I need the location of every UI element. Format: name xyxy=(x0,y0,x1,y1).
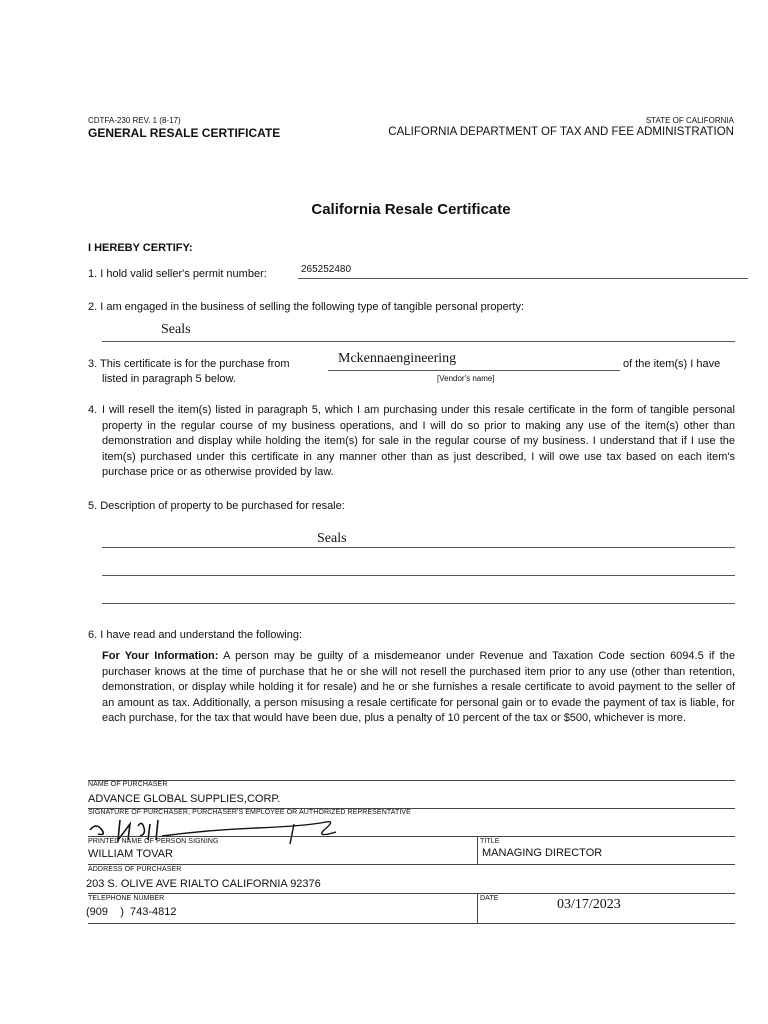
date-label: DATE xyxy=(480,895,499,902)
item5-line3 xyxy=(102,603,735,604)
item2-line xyxy=(102,341,735,342)
rule-4 xyxy=(88,864,735,865)
phone-label: TELEPHONE NUMBER xyxy=(88,895,165,902)
printed-name-label: PRINTED NAME OF PERSON SIGNING xyxy=(88,838,219,845)
property-type-field[interactable]: Seals xyxy=(161,322,191,337)
department-label: CALIFORNIA DEPARTMENT OF TAX AND FEE ADMINISTRATION xyxy=(388,126,734,138)
rule-6 xyxy=(88,923,735,924)
rule-5 xyxy=(88,893,735,894)
item5-line2 xyxy=(102,575,735,576)
item4-number: 4. xyxy=(88,404,98,416)
fyi-paragraph xyxy=(102,649,735,727)
description-field[interactable]: Seals xyxy=(317,531,347,546)
title-divider xyxy=(477,836,478,864)
item1-line xyxy=(298,278,748,279)
item3-suffix: of the item(s) I have xyxy=(623,358,721,370)
state-label: STATE OF CALIFORNIA xyxy=(645,116,734,125)
item1-text: 1. I hold valid seller's permit number: xyxy=(88,268,267,280)
item4-text: I will resell the item(s) listed in paragraph 5, which I am purchasing under this resale certificate in the form of tangible personal property in the regular course of my business operations, and I will do so prior to making any use of the item(s) other than demonstration and display while holding the item(s) for sale in the regular course of my business. I understand that if I use the item(s) purchased under this certificate in any manner other than as just described, I will owe use tax based on each item's purchase price or as otherwise provided by law. xyxy=(102,404,735,478)
fyi-body: A person may be guilty of a misdemeanor under Revenue and Taxation Code section 6094.5 if the purchaser knows at the time of purchase that he or she will not resell the purchased item prior to any use (other than retention, demonstration, or display while holding it for resale) and he or she furnishes a resale certificate to avoid payment to the seller of an amount as tax. Additionally, a person misusing a resale certificate for personal gain or to evade the payment of tax is liable, for each purchase, for the tax that would have been due, plus a penalty of 10 percent of the tax or $500, whichever is more. xyxy=(102,650,736,724)
title-label: TITLE xyxy=(480,838,500,845)
signature-label: SIGNATURE OF PURCHASER, PURCHASER'S EMPLOYEE OR AUTHORIZED REPRESENTATIVE xyxy=(88,809,411,816)
printed-name-field[interactable]: WILLIAM TOVAR xyxy=(88,848,173,860)
rule-1 xyxy=(88,780,735,781)
item5-line1 xyxy=(102,547,735,548)
form-id: CDTFA-230 REV. 1 (8-17) xyxy=(88,116,181,125)
vendor-name-field[interactable]: Mckennaengineering xyxy=(338,351,457,366)
phone-field[interactable]: (909 ) 743-4812 xyxy=(86,906,177,918)
item6-text: 6. I have read and understand the following: xyxy=(88,629,303,641)
item2-text: 2. I am engaged in the business of selling the following type of tangible personal property: xyxy=(88,301,524,313)
permit-number-field[interactable]: 265252480 xyxy=(301,264,352,275)
item3-text: 3. This certificate is for the purchase from xyxy=(88,358,290,370)
purchaser-name-field[interactable]: ADVANCE GLOBAL SUPPLIES,CORP. xyxy=(88,793,281,805)
address-field[interactable]: 203 S. OLIVE AVE RIALTO CALIFORNIA 92376 xyxy=(86,878,321,890)
title-field[interactable]: MANAGING DIRECTOR xyxy=(482,847,603,859)
name-label: NAME OF PURCHASER xyxy=(88,781,168,788)
date-divider xyxy=(477,893,478,923)
fyi-lead: For Your Information: xyxy=(102,650,219,662)
vendor-label: [Vendor's name] xyxy=(437,374,495,383)
form-title: GENERAL RESALE CERTIFICATE xyxy=(88,126,281,140)
address-label: ADDRESS OF PURCHASER xyxy=(88,866,182,873)
date-field[interactable]: 03/17/2023 xyxy=(557,897,621,912)
item3-line2: listed in paragraph 5 below. xyxy=(102,373,236,385)
page-title: California Resale Certificate xyxy=(311,201,511,218)
rule-3 xyxy=(88,836,735,837)
certify-heading: I HEREBY CERTIFY: xyxy=(88,242,193,254)
item5-text: 5. Description of property to be purchased for resale: xyxy=(88,500,345,512)
item3-line xyxy=(328,370,620,371)
